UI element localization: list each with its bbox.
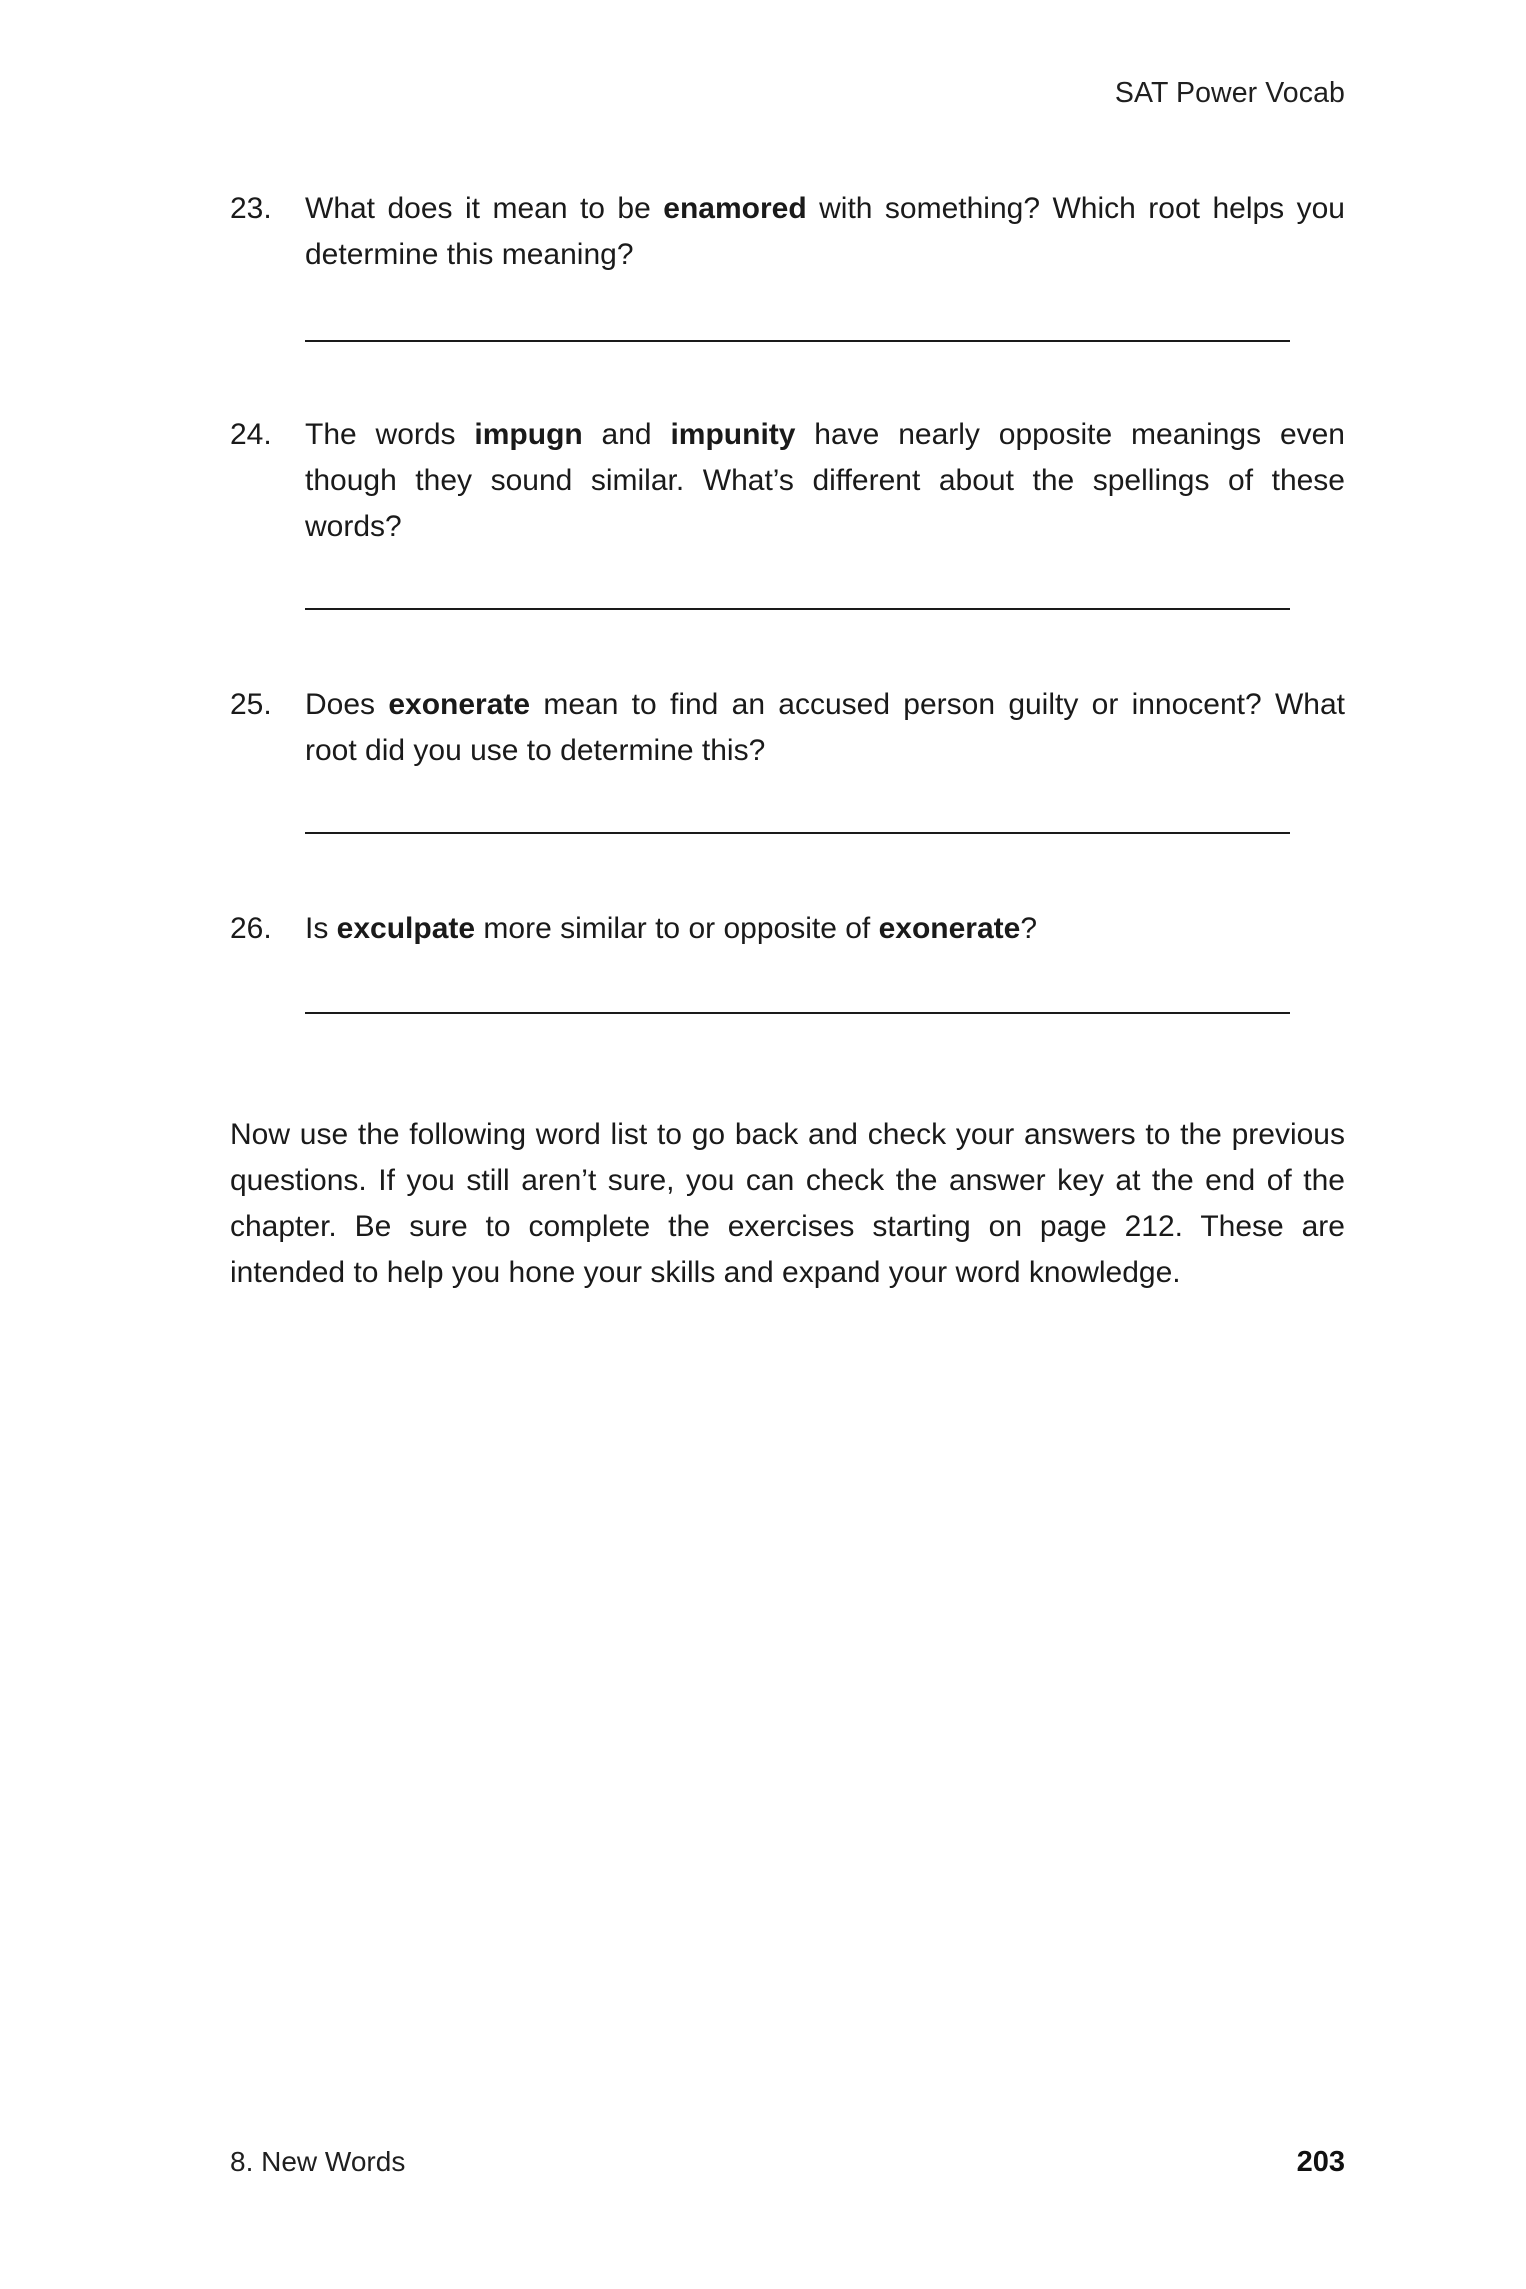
question-item-26 <box>230 906 1345 952</box>
question-item-25 <box>230 682 1345 774</box>
vocab-word-enamored: enamored <box>663 192 807 225</box>
spacer <box>230 278 1345 340</box>
footer-page-number: 203 <box>1296 2146 1345 2178</box>
running-header-title: SAT Power Vocab <box>1114 77 1345 109</box>
instructions-paragraph: Now use the following word list to go back and check your answers to the previous questions. If you still aren’t sure, you can check the answer key at the end of the chapter. Be sure to complete the exercises starting on page 212. These are intended to help you hone your skills and expand your word knowledge. <box>230 1118 1345 1289</box>
question-number-26: 26. <box>230 912 272 945</box>
vocab-word-impugn: impugn <box>474 418 583 451</box>
question-25-segment-1: Does <box>305 688 389 721</box>
question-number-25: 25. <box>230 688 272 721</box>
spacer <box>230 774 1345 832</box>
question-text-24 <box>305 412 1345 550</box>
page-footer <box>230 2146 1345 2179</box>
spacer <box>230 952 1345 1012</box>
vocab-word-impunity: impunity <box>670 418 796 451</box>
vocab-word-exonerate: exonerate <box>388 688 531 721</box>
spacer <box>230 610 1345 682</box>
spacer <box>230 342 1345 412</box>
spacer <box>230 550 1345 608</box>
question-23-segment-1: What does it mean to be <box>305 192 664 225</box>
question-26-segment-3: more similar to or opposite of <box>475 912 879 945</box>
question-24-segment-5: have nearly opposite meanings even though they sound similar. What’s different about the spellings of these words? <box>305 418 1345 543</box>
question-text-25 <box>305 682 1345 774</box>
spacer <box>230 1014 1345 1112</box>
question-text-23 <box>305 186 1345 278</box>
question-26-segment-1: Is <box>305 912 337 945</box>
question-item-24 <box>230 412 1345 550</box>
question-item-23 <box>230 186 1345 278</box>
question-number-23: 23. <box>230 192 272 225</box>
question-26-segment-5: ? <box>1020 912 1038 945</box>
question-number-24: 24. <box>230 418 272 451</box>
vocab-word-exculpate: exculpate <box>336 912 476 945</box>
question-23-segment-3: with something? Which root helps you determine this meaning? <box>305 192 1345 271</box>
footer-chapter-label: 8. New Words <box>230 2146 406 2177</box>
vocab-word-exonerate-2: exonerate <box>878 912 1021 945</box>
question-25-segment-3: mean to find an accused person guilty or innocent? What root did you use to determine this? <box>305 688 1345 767</box>
question-24-segment-1: The words <box>305 418 475 451</box>
question-24-segment-3: and <box>582 418 671 451</box>
spacer <box>230 834 1345 906</box>
question-text-26 <box>305 906 1345 952</box>
page-content <box>230 186 1345 1296</box>
